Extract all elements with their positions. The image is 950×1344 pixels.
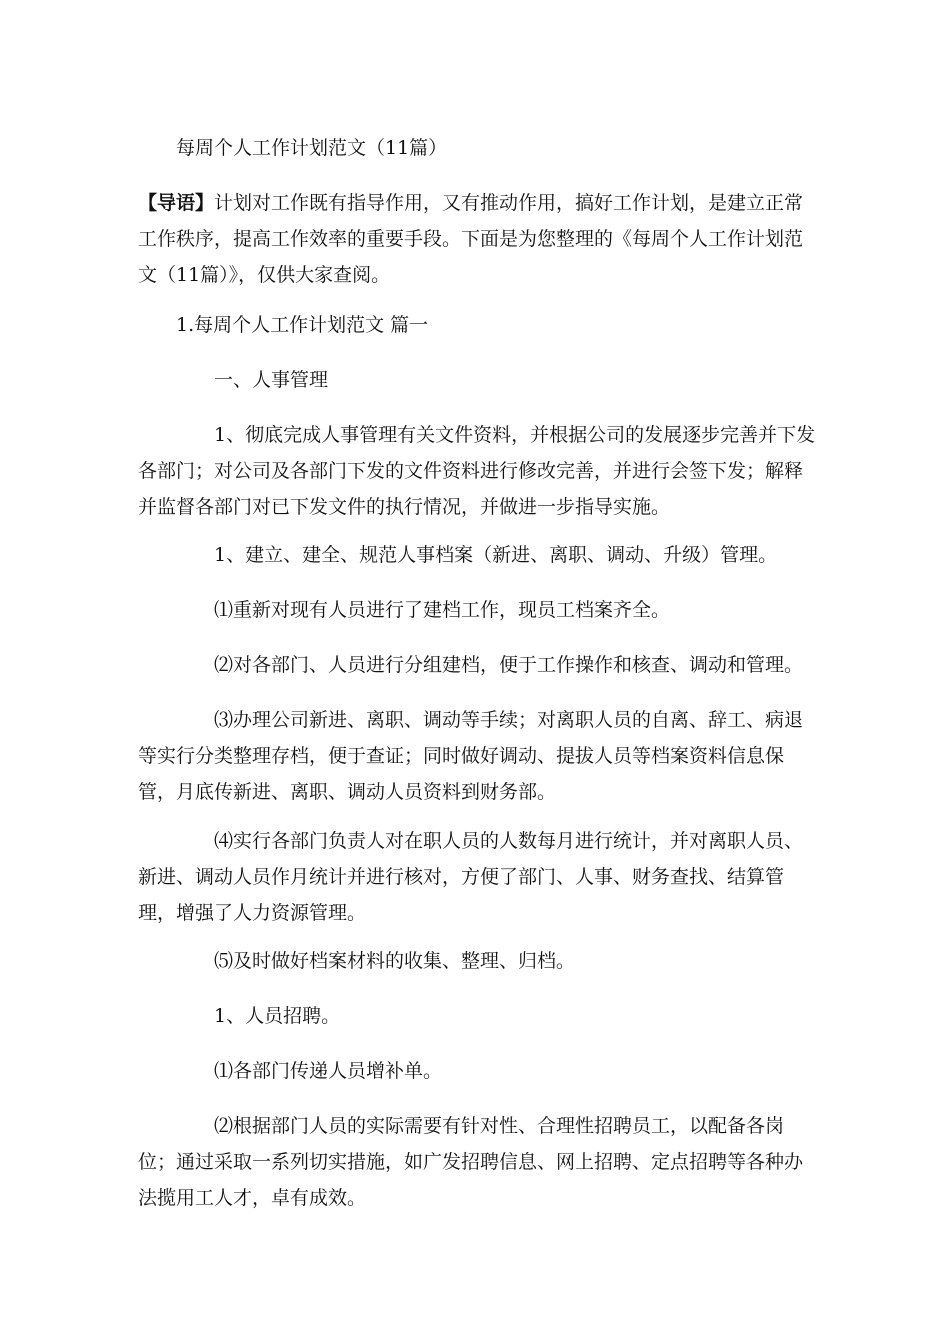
paragraph: 1、人员招聘。 [214,1005,341,1027]
subheading: 一、人事管理 [214,369,329,391]
intro-lead: 【导语】 [138,192,215,214]
paragraph: ⑴各部门传递人员增补单。 [214,1060,443,1082]
paragraph: 1、彻底完成人事管理有关文件资料，并根据公司的发展逐步完善并下发各部门；对公司及各部门下发的文件资料进行修改完善，并进行会签下发；解释并监督各部门对已下发文件的执行情况，并做进一步指导实施。 [138,424,816,518]
paragraph: ⑴重新对现有人员进行了建档工作，现员工档案齐全。 [214,599,671,621]
paragraph: ⑵对各部门、人员进行分组建档，便于工作操作和核查、调动和管理。 [214,654,804,676]
intro-paragraph [138,185,820,293]
intro-text: 计划对工作既有指导作用，又有推动作用，搞好工作计划，是建立正常工作秩序，提高工作效率的重要手段。下面是为您整理的《每周个人工作计划范文（11篇）》，仅供大家查阅。 [138,192,804,286]
paragraph: ⑵根据部门人员的实际需要有针对性、合理性招聘员工，以配备各岗位；通过采取一系列切实措施，如广发招聘信息、网上招聘、定点招聘等各种办法揽用工人才，卓有成效。 [138,1115,804,1209]
paragraph: ⑸及时做好档案材料的收集、整理、归档。 [214,950,576,972]
paragraph: 1、建立、建全、规范人事档案（新进、离职、调动、升级）管理。 [214,544,778,566]
paragraph: ⑶办理公司新进、离职、调动等手续；对离职人员的自离、辞工、病退等实行分类整理存档，便于查证；同时做好调动、提拔人员等档案资料信息保管，月底传新进、离职、调动人员资料到财务部。 [138,709,804,803]
paragraph: ⑷实行各部门负责人对在职人员的人数每月进行统计，并对离职人员、新进、调动人员作月统计并进行核对，方便了部门、人事、财务查找、结算管理，增强了人力资源管理。 [138,830,804,924]
document-title: 每周个人工作计划范文（11篇） [176,137,448,159]
section-heading: 1.每周个人工作计划范文 篇一 [176,314,429,336]
